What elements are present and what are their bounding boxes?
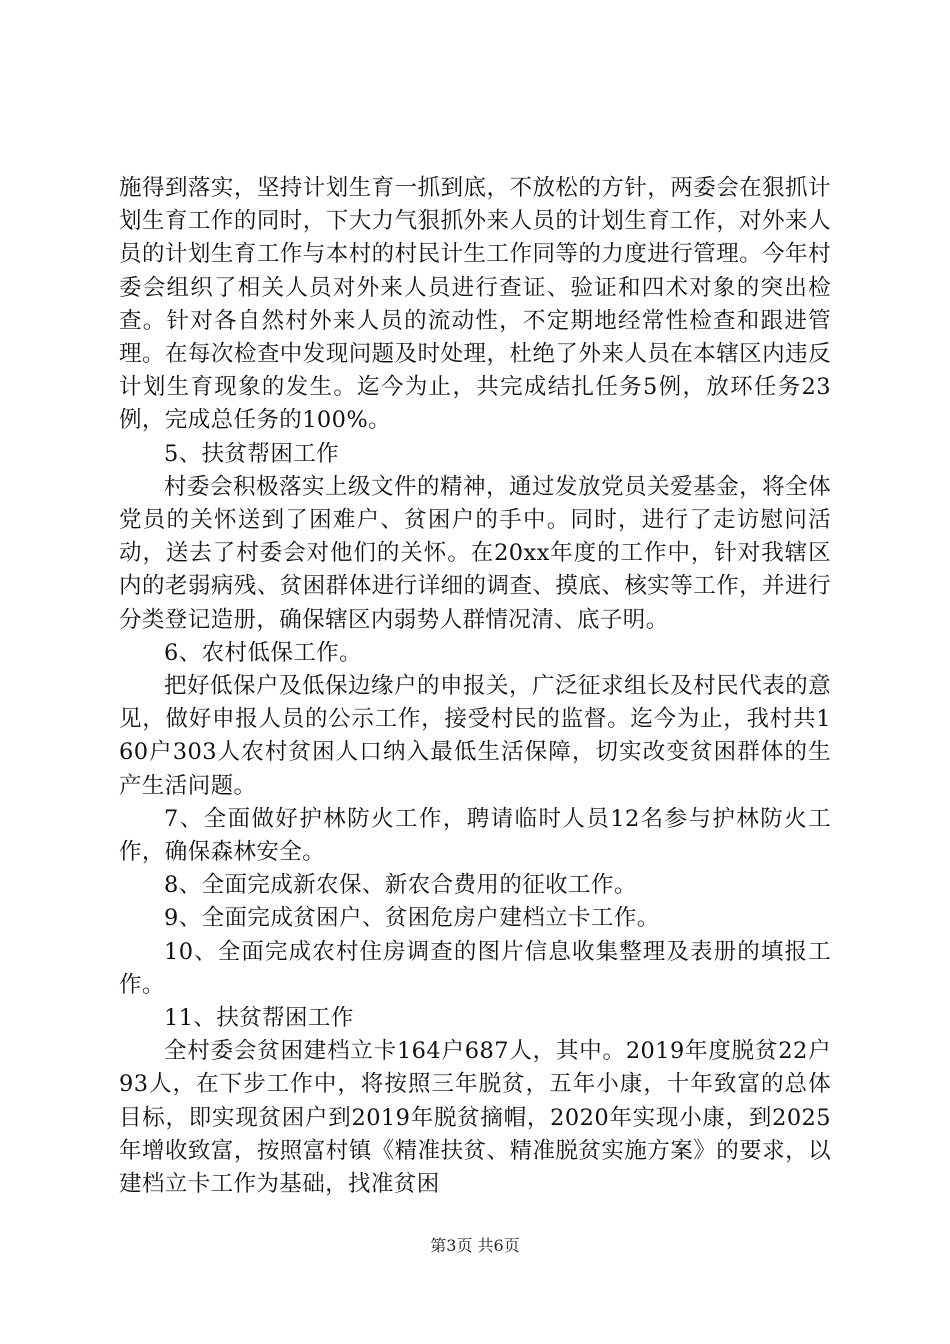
paragraph-2: 村委会积极落实上级文件的精神，通过发放党员关爱基金，将全体党员的关怀送到了困难户、贫困户的手中。同时，进行了走访慰问活动，送去了村委会对他们的关怀。在20xx年度的工作中，针对我辖区内的老弱病残、贫困群体进行详细的调查、摸底、核实等工作，并进行分类登记造册，确保辖区内弱势人群情况清、底子明。 bbox=[119, 473, 831, 633]
document-body bbox=[119, 172, 831, 1201]
paragraph-3: 把好低保户及低保边缘户的申报关，广泛征求组长及村民代表的意见，做好申报人员的公示工作，接受村民的监督。迄今为止，我村共160户303人农村贫困人口纳入最低生活保障，切实改变贫困群体的生产生活问题。 bbox=[119, 673, 831, 799]
paragraph-4: 全村委会贫困建档立卡164户687人，其中。2019年度脱贫22户93人，在下步工作中，将按照三年脱贫，五年小康，十年致富的总体目标，即实现贫困户到2019年脱贫摘帽，2020年实现小康，到2025年增收致富，按照富村镇《精准扶贫、精准脱贫实施方案》的要求，以建档立卡工作为基础，找准贫困 bbox=[119, 1038, 831, 1198]
item-7: 7、全面做好护林防火工作，聘请临时人员12名参与护林防火工作，确保森林安全。 bbox=[119, 805, 831, 866]
section-heading-11: 11、扶贫帮困工作 bbox=[164, 1005, 354, 1032]
item-8: 8、全面完成新农保、新农合费用的征收工作。 bbox=[164, 872, 637, 899]
paragraph-1: 施得到落实，坚持计划生育一抓到底，不放松的方针，两委会在狠抓计划生育工作的同时，下大力气狠抓外来人员的计划生育工作，对外来人员的计划生育工作与本村的村民计生工作同等的力度进行管理。今年村委会组织了相关人员对外来人员进行查证、验证和四术对象的突出检查。针对各自然村外来人员的流动性，不定期地经常性检查和跟进管理。在每次检查中发现问题及时处理，杜绝了外来人员在本辖区内违反计划生育现象的发生。迄今为止，共完成结扎任务5例，放环任务23例，完成总任务的100%。 bbox=[119, 175, 831, 434]
page-footer: 第3页 共6页 bbox=[430, 1236, 520, 1255]
item-9: 9、全面完成贫困户、贫困危房户建档立卡工作。 bbox=[164, 905, 660, 932]
section-heading-5: 5、扶贫帮困工作 bbox=[164, 440, 340, 467]
section-heading-6: 6、农村低保工作。 bbox=[164, 639, 362, 666]
item-10: 10、全面完成农村住房调查的图片信息收集整理及表册的填报工作。 bbox=[119, 938, 831, 998]
